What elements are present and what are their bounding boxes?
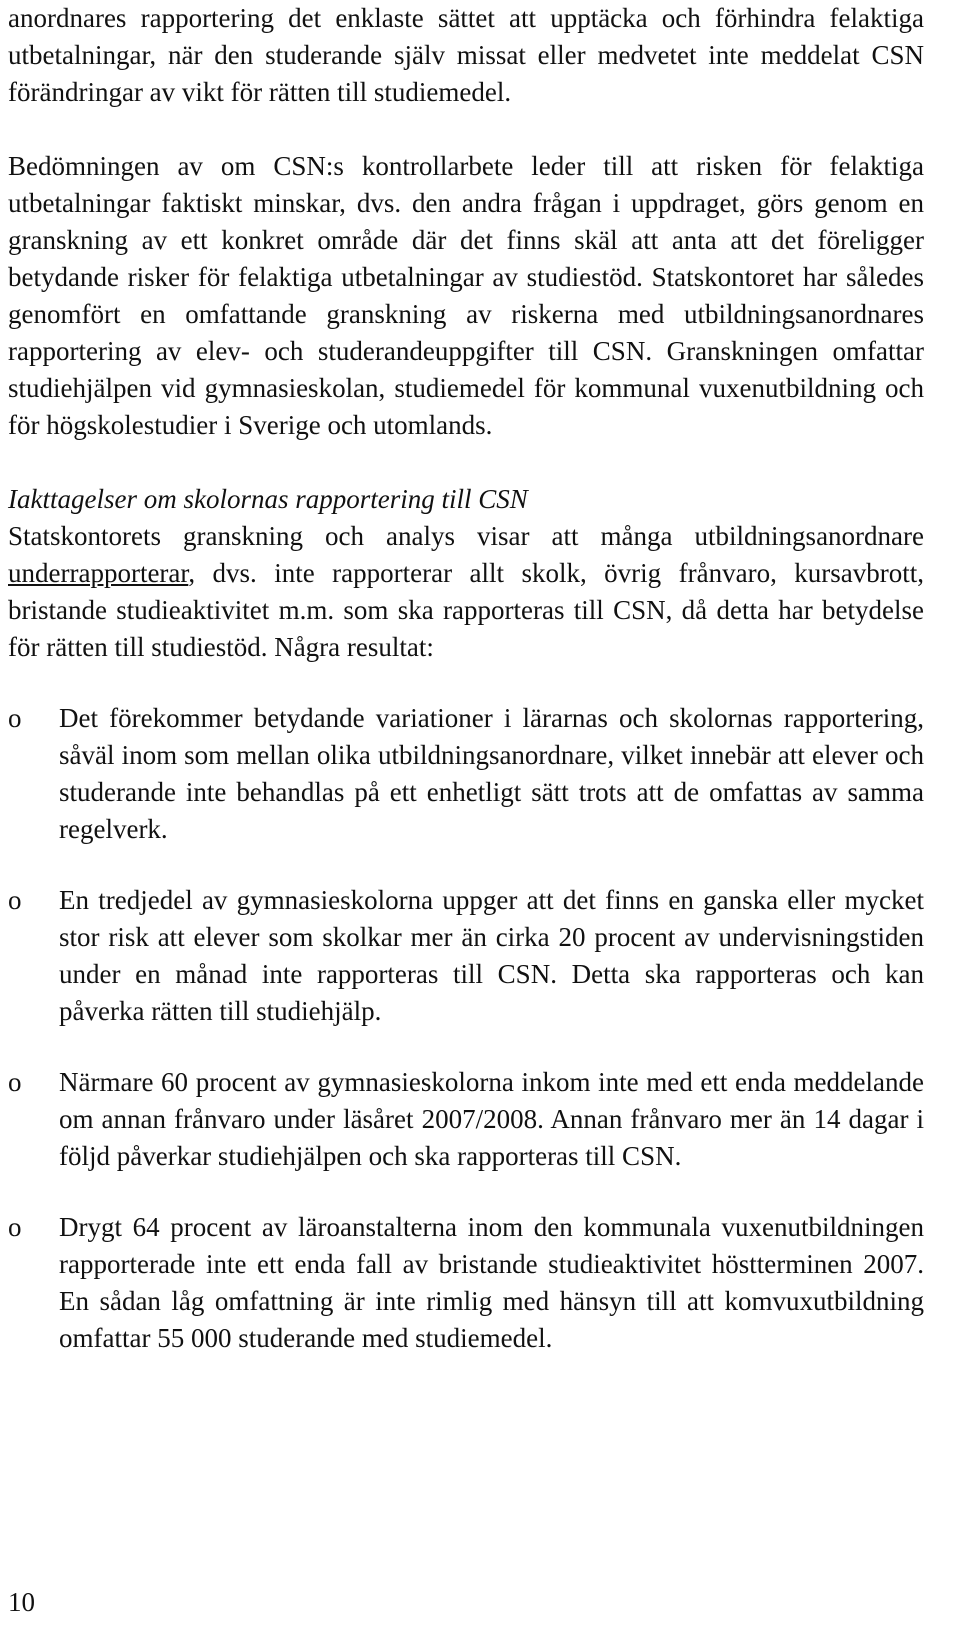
bullet-marker: o xyxy=(8,703,22,733)
bullet-marker: o xyxy=(8,1212,22,1242)
section-paragraph-text-before: Statskontorets granskning och analys visar att många utbildningsanordnare xyxy=(8,521,924,551)
underlined-term: underrapporterar xyxy=(8,558,189,588)
result-text: En tredjedel av gymnasieskolorna uppger att det finns en ganska eller mycket stor risk att elever som skolkar mer än cirka 20 procent av undervisningstiden under en månad inte rapporteras till CSN. Detta ska rapporteras och kan påverka rätten till studiehjälp. xyxy=(59,885,924,1026)
document-page xyxy=(8,0,924,1391)
result-text: Närmare 60 procent av gymnasieskolorna inkom inte med ett enda meddelande om annan frånvaro under läsåret 2007/2008. Annan frånvaro mer än 14 dagar i följd påverkar studiehjälpen och ska rapporteras till CSN. xyxy=(59,1067,924,1171)
section-heading: Iakttagelser om skolornas rapportering till CSN xyxy=(8,484,528,514)
bullet-marker: o xyxy=(8,885,22,915)
results-list xyxy=(8,700,924,1357)
list-item xyxy=(8,882,924,1030)
page-number: 10 xyxy=(8,1587,35,1617)
list-item xyxy=(8,1209,924,1357)
assessment-paragraph: Bedömningen av om CSN:s kontrollarbete leder till att risken för felaktiga utbetalningar faktiskt minskar, dvs. den andra frågan i uppdraget, görs genom en granskning av ett konkret område där det finns skäl att anta att det föreligger betydande risker för felaktiga utbetalningar av studiestöd. Statskontoret har således genomfört en omfattande granskning av riskerna med utbildningsanordnares rapportering av elev- och studerandeuppgifter till CSN. Granskningen omfattar studiehjälpen vid gymnasieskolan, studiemedel för kommunal vuxenutbildning och för högskolestudier i Sverige och utomlands. xyxy=(8,151,924,440)
intro-paragraph: anordnares rapportering det enklaste sättet att upptäcka och förhindra felaktiga utbetalningar, när den studerande själv missat eller medvetet inte meddelat CSN förändringar av vikt för rätten till studiemedel. xyxy=(8,3,924,107)
result-text: Det förekommer betydande variationer i lärarnas och skolornas rapportering, såväl inom som mellan olika utbildningsanordnare, vilket innebär att elever och studerande inte behandlas på ett enhetligt sätt trots att de omfattas av samma regelverk. xyxy=(59,703,924,844)
result-text: Drygt 64 procent av läroanstalterna inom den kommunala vuxenutbildningen rapporterade inte ett enda fall av bristande studieaktivitet höstterminen 2007. En sådan låg omfattning är inte rimlig med hänsyn till att komvuxutbildning omfattar 55 000 studerande med studiemedel. xyxy=(59,1212,924,1353)
bullet-marker: o xyxy=(8,1067,22,1097)
section-paragraph xyxy=(8,518,924,666)
list-item xyxy=(8,700,924,848)
list-item xyxy=(8,1064,924,1175)
section-paragraph-text-after: , dvs. inte rapporterar allt skolk, övrig frånvaro, kursavbrott, bristande studieaktivitet m.m. som ska rapporteras till CSN, då detta har betydelse för rätten till studiestöd. Några resultat: xyxy=(8,558,924,662)
